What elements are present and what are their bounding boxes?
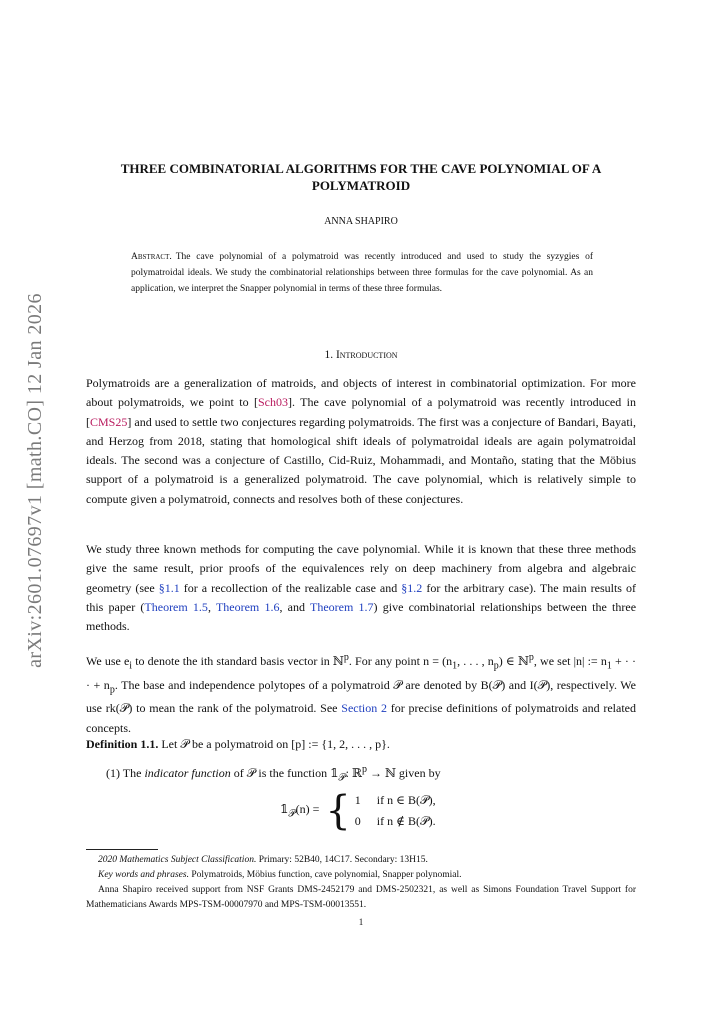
keywords-text: Polymatroids, Möbius function, cave polynomial, Snapper polynomial. [191,870,462,880]
paragraph-methods [86,540,636,636]
subscript: 𝒫 [288,808,296,820]
text: Polymatroids are a generalization of matroids, and objects of interest in combinatorial optimization. For more about polymatroids, we point to [ [86,376,636,410]
footnotes [86,853,636,913]
text: (1) The [106,766,145,780]
section-link[interactable]: Section 2 [341,701,388,716]
superscript: p [361,764,367,775]
definition [86,735,636,754]
paper-title: THREE COMBINATORIAL ALGORITHMS FOR THE CAVE POLYNOMIAL OF A POLYMATROID [120,161,602,193]
subscript: 1 [452,660,458,672]
text: of 𝒫 is the function 𝟙 [230,766,339,780]
abstract [131,249,593,297]
arxiv-id: arXiv:2601.07697v1 [math.CO] 12 Jan 2026 [23,292,46,668]
theorem-link[interactable]: Theorem 1.5 [144,599,208,614]
text: , and [279,599,310,614]
footnote-rule [86,849,158,850]
subscript: i [129,660,133,672]
text: . For any point n = (n [348,654,453,668]
theorem-link[interactable]: Theorem 1.6 [215,599,280,614]
footnote-msc [86,853,636,868]
paragraph-intro [86,374,636,509]
abstract-text: The cave polynomial of a polymatroid was recently introduced and used to study the syzygies of polymatroidal ideals. We study the combinatorial relationships between three formulas for the cave polynomial. As an application, we interpret the Snapper polynomial in terms of these three formulas. [131,252,593,294]
author: ANNA SHAPIRO [324,216,398,227]
superscript: p [343,652,349,663]
section-link[interactable]: §1.2 [401,580,423,595]
text: → ℕ given by [366,766,441,780]
superscript: p [528,652,534,663]
section-heading [86,349,636,361]
formula-arg: (n) = [295,802,320,817]
emphasis: indicator function [144,766,231,780]
case-condition: if n ∈ B(𝒫), [376,793,436,807]
indicator-formula [280,790,436,832]
brace-glyph: { [325,788,351,834]
section-title: Introduction [335,349,398,361]
text: . The base and independence polytopes of a polymatroid 𝒫 are denoted by B(𝒫) and I(𝒫), respectively. We use rk(𝒫) to mean the rank of the polymatroid. See [86,677,636,716]
text: , we set |n| := n [533,654,607,668]
section-link[interactable]: §1.1 [158,580,180,595]
text: + · · · + n [86,654,636,692]
subscript: p [493,660,499,672]
text: for precise definitions of polymatroids and related concepts. [86,701,636,735]
definition-item-1 [106,760,636,788]
formula-lhs [280,802,319,819]
formula-cases [355,793,436,829]
subscript: 1 [606,660,612,672]
case-row [355,793,436,808]
text: ] and used to settle two conjectures regarding polymatroids. The first was a conjecture of Bandari, Bayati, and Herzog from 2018, stating that homological shift ideals of polymatroidal ideals are again polymatroidal ideals. The second was a conjecture of Castillo, Cid-Ruiz, Mohammadi, and Montaño, stating that the Möbius support of a polymatroid is a generalized polymatroid. The cave polynomial, which is relatively simple to compute given a polymatroid, connects and resolves both of these conjectures. [86,414,636,506]
text: th standard basis vector in ℕ [203,654,344,668]
abstract-label: Abstract. [131,252,172,262]
text: ) give combinatorial relationships between the three methods. [86,599,637,634]
citation-link[interactable]: Sch03 [257,395,288,410]
text: We use e [86,654,130,668]
keywords-label: Key words and phrases. [98,870,189,880]
subscript: 𝒫 [338,772,346,784]
definition-text: Let 𝒫 be a polymatroid on [p] := {1, 2, . . . , p}. [161,737,390,751]
subscript: p [109,684,115,696]
case-value: 1 [354,793,361,807]
text: for the arbitrary case). The main results of this paper ( [86,580,636,614]
paragraph-notation [86,648,636,738]
page-number: 1 [358,917,364,927]
text: , [207,599,216,614]
msc-label: 2020 Mathematics Subject Classification. [98,855,257,865]
case-row [355,814,436,829]
text: , . . . , n [457,654,494,668]
indicator-symbol: 𝟙 [280,802,289,817]
text: ) ∈ ℕ [498,654,529,668]
msc-text: Primary: 52B40, 14C17. Secondary: 13H15. [258,855,428,865]
arxiv-watermark [0,280,70,680]
citation-link[interactable]: CMS25 [90,414,128,429]
text: : ℝ [345,766,362,780]
text: for a recollection of the realizable case and [179,580,402,595]
theorem-link[interactable]: Theorem 1.7 [310,599,374,614]
text: We study three known methods for computing the cave polynomial. While it is known that these three methods give the same result, prior proofs of the equivalences rely on deep machinery from algebra and algebraic geometry (see [86,542,636,595]
text: to denote the i [132,654,204,668]
footnote-support: Anna Shapiro received support from NSF Grants DMS-2452179 and DMS-2502321, as well as Simons Foundation Travel Support for Mathematicians Awards MPS-TSM-00007970 and MPS-TSM-00013551. [86,885,636,910]
definition-label: Definition 1.1. [86,737,159,751]
footnote-keywords [86,868,636,883]
case-value: 0 [354,814,361,828]
section-number: 1. [324,349,334,361]
text: ]. The cave polynomial of a polymatroid was recently introduced in [ [86,395,636,429]
case-condition: if n ∉ B(𝒫). [376,814,436,828]
